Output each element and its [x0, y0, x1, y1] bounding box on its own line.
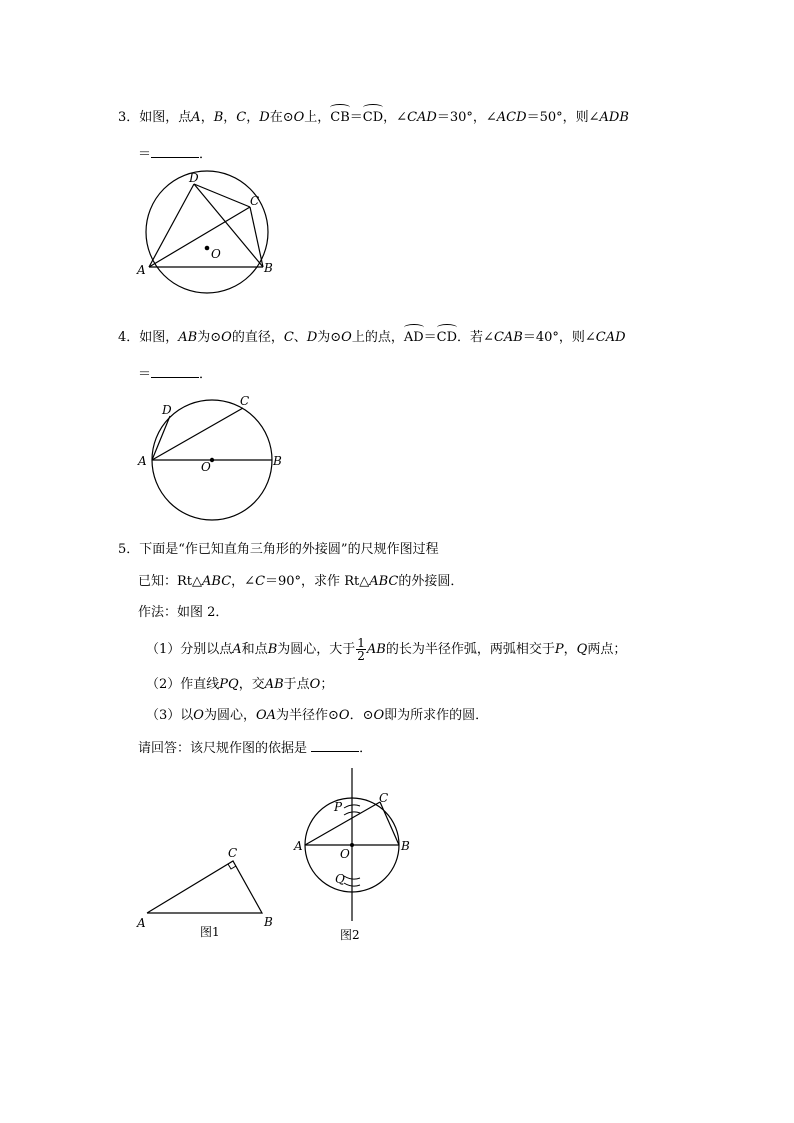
text: ，则∠	[562, 110, 600, 125]
question-title: 下面是“作已知直角三角形的外接圆”的尺规作图过程	[139, 542, 439, 557]
arc-label: AD	[403, 330, 424, 345]
text: ，则∠	[558, 330, 596, 345]
label-q: Q	[335, 872, 345, 886]
q3-answer-line	[138, 145, 212, 164]
text: ＝	[138, 367, 152, 382]
segment-dc	[194, 184, 250, 207]
center-point	[350, 843, 354, 847]
q5-step2	[146, 676, 333, 694]
text: 为圆心，	[203, 708, 256, 723]
q5-step1	[146, 636, 627, 663]
segment-ad	[152, 416, 170, 460]
text: 即为所求作的圆．	[384, 708, 489, 723]
label-b: B	[401, 839, 410, 853]
text: ，交	[238, 677, 265, 692]
segment-label: AB	[178, 330, 198, 345]
fraction-one-half	[356, 637, 366, 662]
point-label: O	[338, 708, 350, 723]
text: ，∠	[472, 110, 497, 125]
arc-label: CD	[436, 330, 458, 345]
text: ＝	[138, 147, 152, 162]
point-label: C	[236, 110, 247, 125]
label-a: A	[294, 839, 303, 853]
segment-label: AB	[264, 677, 284, 692]
point-label: O	[221, 330, 232, 345]
text: ．若∠	[457, 330, 494, 345]
label-a: A	[137, 916, 146, 930]
text: ．	[359, 741, 373, 756]
segment-cb	[380, 802, 399, 845]
point-label: O	[193, 708, 204, 723]
segment-label: OA	[255, 708, 277, 723]
q3-figure	[130, 170, 290, 300]
text: 为圆心，大于	[277, 642, 356, 657]
point-label: O	[293, 110, 305, 125]
q4-answer-line	[138, 365, 212, 384]
text: 的长为半径作弧，两弧相交于	[385, 642, 555, 657]
angle-label: CAB	[493, 330, 523, 345]
label-d: D	[189, 171, 199, 185]
angle-value: ＝40°	[522, 330, 559, 345]
segment-label: AB	[366, 642, 386, 657]
point-label: Q	[576, 642, 588, 657]
q5-question	[138, 739, 372, 758]
line-label: PQ	[219, 677, 239, 692]
text: 已知：Rt△	[138, 574, 203, 589]
text: ．	[199, 367, 213, 382]
text: ．	[199, 147, 213, 162]
label-c: C	[379, 791, 389, 805]
answer-blank	[311, 739, 359, 752]
triangle-label: ABC	[202, 574, 232, 589]
text: 上的点，	[351, 330, 404, 345]
fraction-numerator: 1	[357, 636, 365, 650]
label-a: A	[137, 263, 146, 277]
label-d: D	[162, 403, 172, 417]
q5-title	[118, 541, 439, 559]
text: （3）以	[146, 708, 194, 723]
arc-label: CB	[330, 110, 350, 125]
figure1-caption: 图1	[200, 925, 220, 939]
text: （2）作直线	[146, 677, 220, 692]
text: 为半径作⊙	[276, 708, 339, 723]
text: 如图，	[139, 330, 179, 345]
label-o: O	[340, 847, 350, 861]
text: 作法：如图 2．	[138, 605, 229, 620]
text: ，∠	[383, 110, 408, 125]
label-p: P	[334, 800, 343, 814]
point-label: B	[267, 642, 278, 657]
text: 和点	[241, 642, 268, 657]
angle-label: ADB	[599, 110, 629, 125]
segment-ad	[149, 184, 194, 267]
angle-value: ＝50°	[526, 110, 563, 125]
text: ；	[320, 677, 334, 692]
text: 两点；	[587, 642, 627, 657]
label-o: O	[211, 247, 221, 261]
answer-blank	[151, 365, 199, 378]
text: 请回答：该尺规作图的依据是	[138, 741, 308, 756]
text: ＝90°，求作 Rt△	[265, 574, 370, 589]
point-label: O	[341, 330, 352, 345]
point-label: A	[191, 110, 201, 125]
label-b: B	[273, 454, 282, 468]
point-label: O	[373, 708, 385, 723]
text: 为⊙	[317, 330, 342, 345]
text: 的外接圆．	[398, 574, 464, 589]
text: ．⊙	[349, 708, 374, 723]
angle-label: ACD	[496, 110, 527, 125]
center-point	[205, 246, 210, 251]
figure2-caption: 图2	[340, 928, 360, 942]
q4-figure	[130, 390, 300, 525]
triangle-abc	[147, 861, 262, 913]
triangle-label: ABC	[369, 574, 399, 589]
angle-label: C	[255, 574, 266, 589]
text: 在⊙	[269, 110, 294, 125]
label-b: B	[264, 915, 273, 929]
point-label: A	[232, 642, 242, 657]
segment-ac	[149, 207, 250, 267]
fraction-denominator: 2	[357, 649, 365, 663]
text: ，	[563, 642, 577, 657]
question-number: 3．	[118, 110, 140, 125]
q4-question-line1	[118, 329, 626, 347]
text: ＝	[423, 330, 437, 345]
q3-question-line1: 3．如图，点A，B，C，D在⊙O上，CB＝CD，∠CAD＝30°，∠ACD＝50°，则∠ADB	[118, 110, 629, 125]
angle-label: CAD	[407, 110, 437, 125]
text: （1）分别以点	[146, 642, 233, 657]
text: 、	[293, 330, 307, 345]
text: ＝	[349, 110, 363, 125]
text: 于点	[283, 677, 310, 692]
label-c: C	[240, 394, 250, 408]
segment-cb	[250, 207, 263, 267]
label-o: O	[201, 460, 211, 474]
question-number: 4．	[118, 330, 140, 345]
text: 如图，点	[139, 110, 192, 125]
angle-label: CAD	[595, 330, 626, 345]
q5-method	[138, 604, 228, 622]
point-label: O	[309, 677, 321, 692]
angle-value: ＝30°	[436, 110, 473, 125]
point-label: P	[554, 642, 564, 657]
label-a: A	[138, 454, 147, 468]
text: 上，	[304, 110, 331, 125]
q5-figure2	[290, 760, 420, 930]
label-b: B	[264, 261, 273, 275]
q5-step3	[146, 707, 488, 725]
label-c: C	[228, 846, 238, 860]
text: ，∠	[231, 574, 256, 589]
segment-ac	[305, 802, 380, 845]
answer-blank	[151, 145, 199, 158]
text: 为⊙	[197, 330, 222, 345]
arc-label: CD	[362, 110, 384, 125]
point-label: D	[306, 330, 318, 345]
text: 的直径，	[231, 330, 284, 345]
label-c: C	[250, 194, 260, 208]
point-label: D	[259, 110, 270, 125]
point-label: B	[213, 110, 224, 125]
point-label: C	[283, 330, 294, 345]
question-number: 5．	[118, 542, 140, 557]
q5-known	[138, 573, 463, 591]
